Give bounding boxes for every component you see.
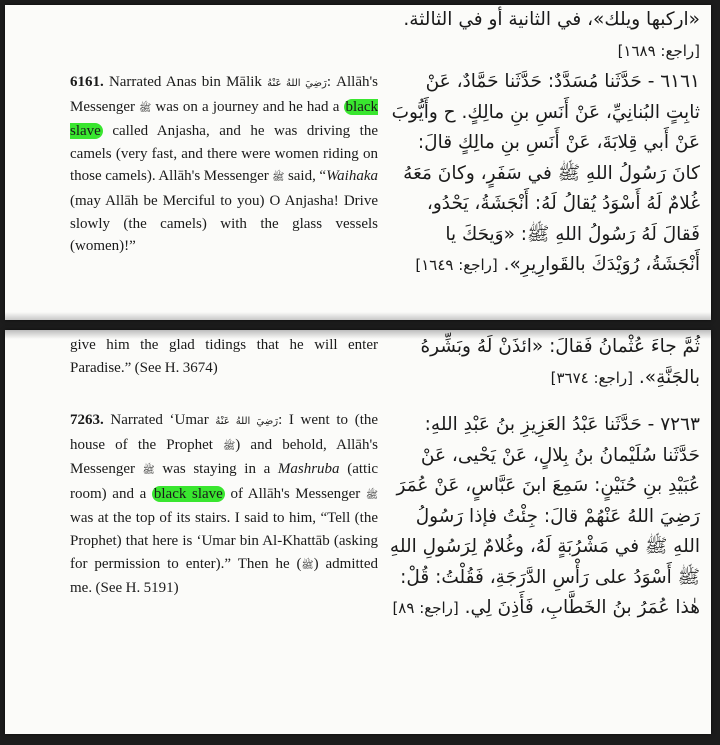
text-part: (attic room) and a — [70, 461, 379, 502]
salla-glyph: ﷺ — [139, 102, 152, 114]
highlighted-phrase: black slave — [70, 98, 379, 140]
hadith-number: 7263. — [70, 412, 104, 428]
salla-glyph: ﷺ — [223, 440, 236, 452]
scan-panel-hadith-6161 — [5, 5, 711, 320]
text-part: was staying in a — [162, 461, 271, 478]
text-part: (may Allāh be Merciful to you) O Anjasha! Drive slowly (the camels) with the glass vessels (women)!” — [70, 192, 378, 255]
text-part: ) admitted me. (See H. 5191) — [70, 555, 378, 597]
text-part: said, “ — [287, 168, 327, 185]
arabic-previous-ending — [388, 332, 700, 393]
salla-glyph: ﷺ — [301, 559, 314, 571]
arabic-ref: [راجع: ٨٩] — [392, 599, 459, 617]
highlighted-phrase: black slave — [153, 485, 223, 502]
honorific-glyph: رَضِيَ اللهُ عَنْهُ — [267, 78, 327, 89]
arabic-prev-text: ثُمَّ جاءَ عُثْمانُ فَقالَ: «ائذَنْ لَهُ وبَشِّرهُ بالجَنَّةِ». — [420, 336, 700, 388]
page-cut-edge — [5, 312, 711, 320]
salla-glyph: ﷺ — [365, 489, 379, 501]
italic-word: Waihaka — [326, 168, 379, 185]
text-part: of Allāh's Messenger — [230, 485, 361, 502]
arabic-fragment-text: «اركبها ويلك»، في الثانية أو في الثالثة. — [403, 9, 700, 30]
narrator-intro: Narrated ‘Umar — [110, 412, 209, 428]
english-hadith-6161 — [70, 71, 378, 258]
arabic-prev-ref: [راجع: ٣٦٧٤] — [550, 368, 634, 387]
hadith-number: 6161. — [70, 74, 104, 90]
italic-word: Mashruba — [277, 461, 340, 478]
text-part: : Allāh's Messenger — [70, 74, 379, 115]
arabic-hadith-7263 — [388, 410, 700, 624]
text-part: called Anjasha, and he was driving the camels (very fast, and there were women riding on those camels). Allāh's Messenger — [70, 123, 378, 185]
text-part: ) and behold, Allāh's Messenger — [70, 436, 379, 478]
text-part: : I went to (the house of the Prophet — [70, 412, 379, 453]
text-part: was at the top of its stairs. I said to him, “Tell (the Prophet) that here is ‘Umar bin Al-Khattāb (asking for permission to enter).” Then he ( — [70, 510, 378, 572]
arabic-ref: [راجع: ١٦٤٩] — [415, 256, 498, 274]
salla-glyph: ﷺ — [142, 465, 155, 477]
arabic-body: ٦١٦١ - حَدَّثَنا مُسَدَّدٌ: حَدَّثَنا حَمَّادٌ، عَنْ ثابِتٍ البُنانِيِّ، عَنْ أَنَسِ بنِ مالِكٍ. ح وأَيُّوبَ عَنْ أَبي قِلابَةَ، عَنْ أَنَسِ بنِ مالِكٍ قالَ: كانَ رَسُولُ اللهِ ﷺ في سَفَرٍ، وكانَ مَعَهُ غُلامٌ لَهُ أَسْوَدُ يُقالُ لَهُ: أَنْجَشَةُ، يَحْدُو، فَقالَ لَهُ رَسُولُ اللهِ ﷺ: «وَيحَكَ يا أَنْجَشَةُ، رُوَيْدَكَ بالقَوارِيرِ». — [391, 71, 700, 275]
arabic-fragment-ref: [راجع: ١٦٨٩] — [617, 41, 700, 60]
text-part: was on a journey and he had a — [155, 98, 340, 115]
salla-glyph: ﷺ — [272, 172, 285, 184]
honorific-glyph: رَضِيَ اللهُ عَنْهُ — [215, 416, 279, 427]
arabic-body: ٧٢٦٣ - حَدَّثَنا عَبْدُ العَزِيزِ بنُ عَبْدِ اللهِ: حَدَّثَنا سُلَيْمانُ بنُ بِلالٍ، عَنْ يَحْيى، عَنْ عُبَيْدِ بنِ حُنَيْنٍ: سَمِعَ ابنَ عَبَّاسٍ، عَنْ عُمَرَ رَضِيَ اللهُ عَنْهُمْ قالَ: جِئْتُ فإذا رَسُولُ اللهِ ﷺ في مَشْرُبَةٍ لَهُ، وغُلامٌ لِرَسُولِ اللهِ ﷺ أَسْوَدُ على رَأْسِ الدَّرَجَةِ، فَقُلْتُ: قُلْ: هٰذا عُمَرُ بنُ الخَطَّابِ، فَأَذِنَ لِي. — [389, 414, 700, 618]
previous-ending-text: give him the glad tidings that he will enter Paradise.” (See H. 3674) — [70, 337, 378, 376]
narrator-intro: Narrated Anas bin Mālik — [108, 74, 262, 90]
arabic-fragment-previous — [388, 5, 700, 66]
arabic-hadith-6161 — [388, 67, 700, 281]
english-previous-ending — [70, 334, 378, 379]
english-hadith-7263 — [70, 409, 378, 600]
scan-panel-hadith-7263 — [5, 330, 711, 734]
